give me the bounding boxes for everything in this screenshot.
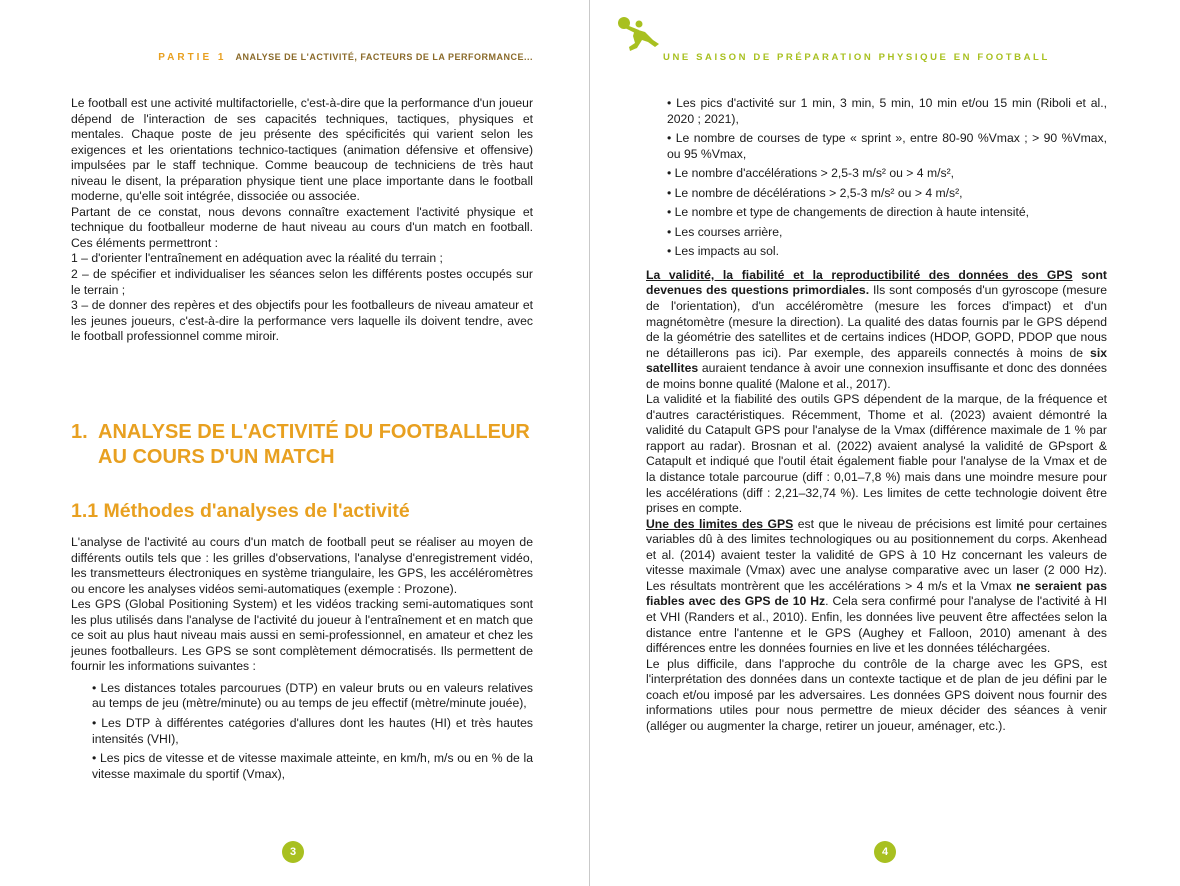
list-item: • Les impacts au sol.	[667, 244, 1107, 260]
limits-heading: Une des limites des GPS	[646, 516, 794, 531]
interpretation-paragraph: Le plus difficile, dans l'approche du contrôle de la charge avec les GPS, est l'interprétation des données dans un contexte tactique et de plan de jeu défini par le coach et/ou imposé par les adversaires. Les données GPS doivent nous fournir des informations utiles pour nous permettre de mieux décider des séances à venir (alléger ou augmenter la charge, retirer un joueur, aménager, etc.).	[646, 656, 1107, 733]
validity-text: Ils sont composés d'un gyroscope (mesure de l'orientation), d'un accéléromètre (mesure les forces d'impact) et d'un magnétomètre (mesure la direction). La qualité des datas fournis par le GPS dépend de la géométrie des satellites et de certains indices (HDOP, GOPD, PDOP que nous ne détaillerons pas ici). Par exemple, des appareils connectés à moins de	[646, 283, 1107, 360]
part-subtitle: ANALYSE DE L'ACTIVITÉ, FACTEURS DE LA PERFORMANCE...	[235, 52, 533, 62]
validity-paragraph	[646, 268, 1107, 392]
validity-heading: La validité, la fiabilité et la reproductibilité des données des GPS	[646, 267, 1073, 282]
validity-text-end: auraient tendance à avoir une connexion insuffisante et donc des données de moins bonne qualité (Malone et al., 2017).	[646, 361, 1107, 391]
validity-heading-rest: sont devenues des questions primordiales.	[646, 267, 1107, 298]
page-number: 3	[282, 841, 304, 863]
numbered-item-1: 1 – d'orienter l'entraînement en adéquation avec la réalité du terrain ;	[71, 251, 443, 266]
limits-text-end: . Cela sera confirmé pour l'analyse de l'activité à HI et VHI (Randers et al., 2010). Enfin, les données live peuvent être affectées selon la distance entre l'antenne et le GPS (Aughey et Falloon, 2010) amenant à des différences entre les données fournies en live et les données téléchargées.	[646, 594, 1107, 656]
running-header-right: UNE SAISON DE PRÉPARATION PHYSIQUE EN FOOTBALL	[663, 52, 1050, 63]
limits-emphasis: ne seraient pas fiables avec des GPS de 10 Hz	[646, 578, 1107, 609]
left-page	[0, 0, 589, 886]
list-item: • Le nombre d'accélérations > 2,5-3 m/s² ou > 4 m/s²,	[667, 166, 1107, 182]
running-header-left	[158, 52, 533, 63]
right-page	[591, 0, 1180, 886]
limits-text: est que le niveau de précisions est limité pour certaines variables dû à des limites technologiques ou au positionnement du corps. Akenhead et al. (2014) avaient tester la validité de GPS à 10 Hz concernant les valeurs de vitesse maximale (Vmax) avec une analyse comparative avec un laser (2 000 Hz). Les résultats montrèrent que les accélérations > 4 m/s et la Vmax	[646, 516, 1107, 593]
list-item: • Les courses arrière,	[667, 225, 1107, 241]
list-item: • Le nombre de courses de type « sprint », entre 80-90 %Vmax ; > 90 %Vmax, ou 95 %Vmax,	[667, 131, 1107, 162]
book-spine	[589, 0, 590, 886]
page-number: 4	[874, 841, 896, 863]
list-item: • Les DTP à différentes catégories d'allures dont les hautes (HI) et très hautes intensités (VHI),	[92, 716, 533, 747]
limits-paragraph	[646, 517, 1107, 657]
list-item: • Les pics d'activité sur 1 min, 3 min, 5 min, 10 min et/ou 15 min (Riboli et al., 2020 ; 2021),	[667, 96, 1107, 127]
list-item: • Le nombre de décélérations > 2,5-3 m/s² ou > 4 m/s²,	[667, 186, 1107, 202]
footballer-logo-icon	[615, 14, 665, 56]
gps-info-list-continued	[667, 96, 1107, 260]
list-item: • Les distances totales parcourues (DTP) en valeur bruts ou en valeurs relatives au temps de jeu (mètre/minute) ou au temps de jeu effectif (mètre/minute jouée),	[92, 681, 533, 712]
methods-block	[71, 535, 533, 786]
intro-paragraph: Le football est une activité multifactorielle, c'est-à-dire que la performance d'un joueur dépend de l'interaction de ses capacités techniques, tactiques, physiques et mentales. Chaque poste de jeu présente des spécificités qui varient selon les exigences et les orientations technico-tactiques (animation défensive et offensive) impulsées par le staff technique. Comme beaucoup de techniciens de très haut niveau le disent, la préparation physique tient une place importante dans le football moderne, qu'elle soit intégrée, dissociée ou associée.	[71, 96, 533, 204]
section-heading: 1.1 Méthodes d'analyses de l'activité	[71, 500, 410, 522]
intro-block	[71, 96, 533, 345]
reliability-paragraph: La validité et la fiabilité des outils GPS dépendent de la marque, de la fréquence et d'autres caractéristiques. Récemment, Thome et al. (2023) avaient démontré la validité du Catapult GPS pour l'analyse de la Vmax (différence maximale de 1 % par rapport au radar). Brosnan et al. (2022) avaient analysé la validité de GPsport & Catapult et indiqué que l'outil était également fiable pour l'analyse de la Vmax et de la distance totale parcourue (diff : 0,01–7,8 %) mais dans une moindre mesure pour les accélérations (diff : 2,21–32,74 %). Les limites de cette technologie doivent être prises en compte.	[646, 392, 1107, 516]
gps-info-list	[92, 681, 533, 782]
right-text-block	[646, 96, 1107, 734]
context-paragraph: Partant de ce constat, nous devons connaître exactement l'activité physique et technique du footballeur moderne de haut niveau au cours d'un match en football. Ces éléments permettront :	[71, 204, 533, 250]
numbered-item-2: 2 – de spécifier et individualiser les séances selon les différents postes occupés sur le terrain ;	[71, 267, 533, 297]
chapter-title-line1: ANALYSE DE L'ACTIVITÉ DU FOOTBALLEUR	[98, 421, 530, 443]
methods-paragraph: L'analyse de l'activité au cours d'un match de football peut se réaliser au moyen de différents outils tels que : les grilles d'observations, l'analyse d'enregistrement vidéo, les transmetteurs électroniques en système triangulaire, les GPS, les accéléromètres ou encore les analyses vidéos semi-automatiques (exemple : Prozone).	[71, 535, 533, 596]
chapter-heading	[71, 420, 530, 470]
six-satellites: six satellites	[646, 345, 1107, 376]
list-item: • Les pics de vitesse et de vitesse maximale atteinte, en km/h, m/s ou en % de la vitesse maximale du sportif (Vmax),	[92, 751, 533, 782]
list-item: • Le nombre et type de changements de direction à haute intensité,	[667, 205, 1107, 221]
numbered-item-3: 3 – de donner des repères et des objectifs pour les footballeurs de niveau amateur et les jeunes joueurs, c'est-à-dire la performance vers laquelle ils doivent tendre, avec le football professionnel comme miroir.	[71, 298, 533, 344]
part-label: PARTIE 1	[158, 52, 227, 63]
gps-paragraph: Les GPS (Global Positioning System) et les vidéos tracking semi-automatiques sont les plus utilisés dans l'analyse de l'activité du joueur à l'entraînement et en match que ce soit au plus haut niveau mais aussi en semi-professionnel, en amateur et chez les jeunes footballeurs. Les GPS se sont complètement démocratisés. Ils permettent de fournir les informations suivantes :	[71, 597, 533, 674]
chapter-title-line2: AU COURS D'UN MATCH	[98, 446, 335, 468]
chapter-number: 1.	[71, 421, 88, 443]
